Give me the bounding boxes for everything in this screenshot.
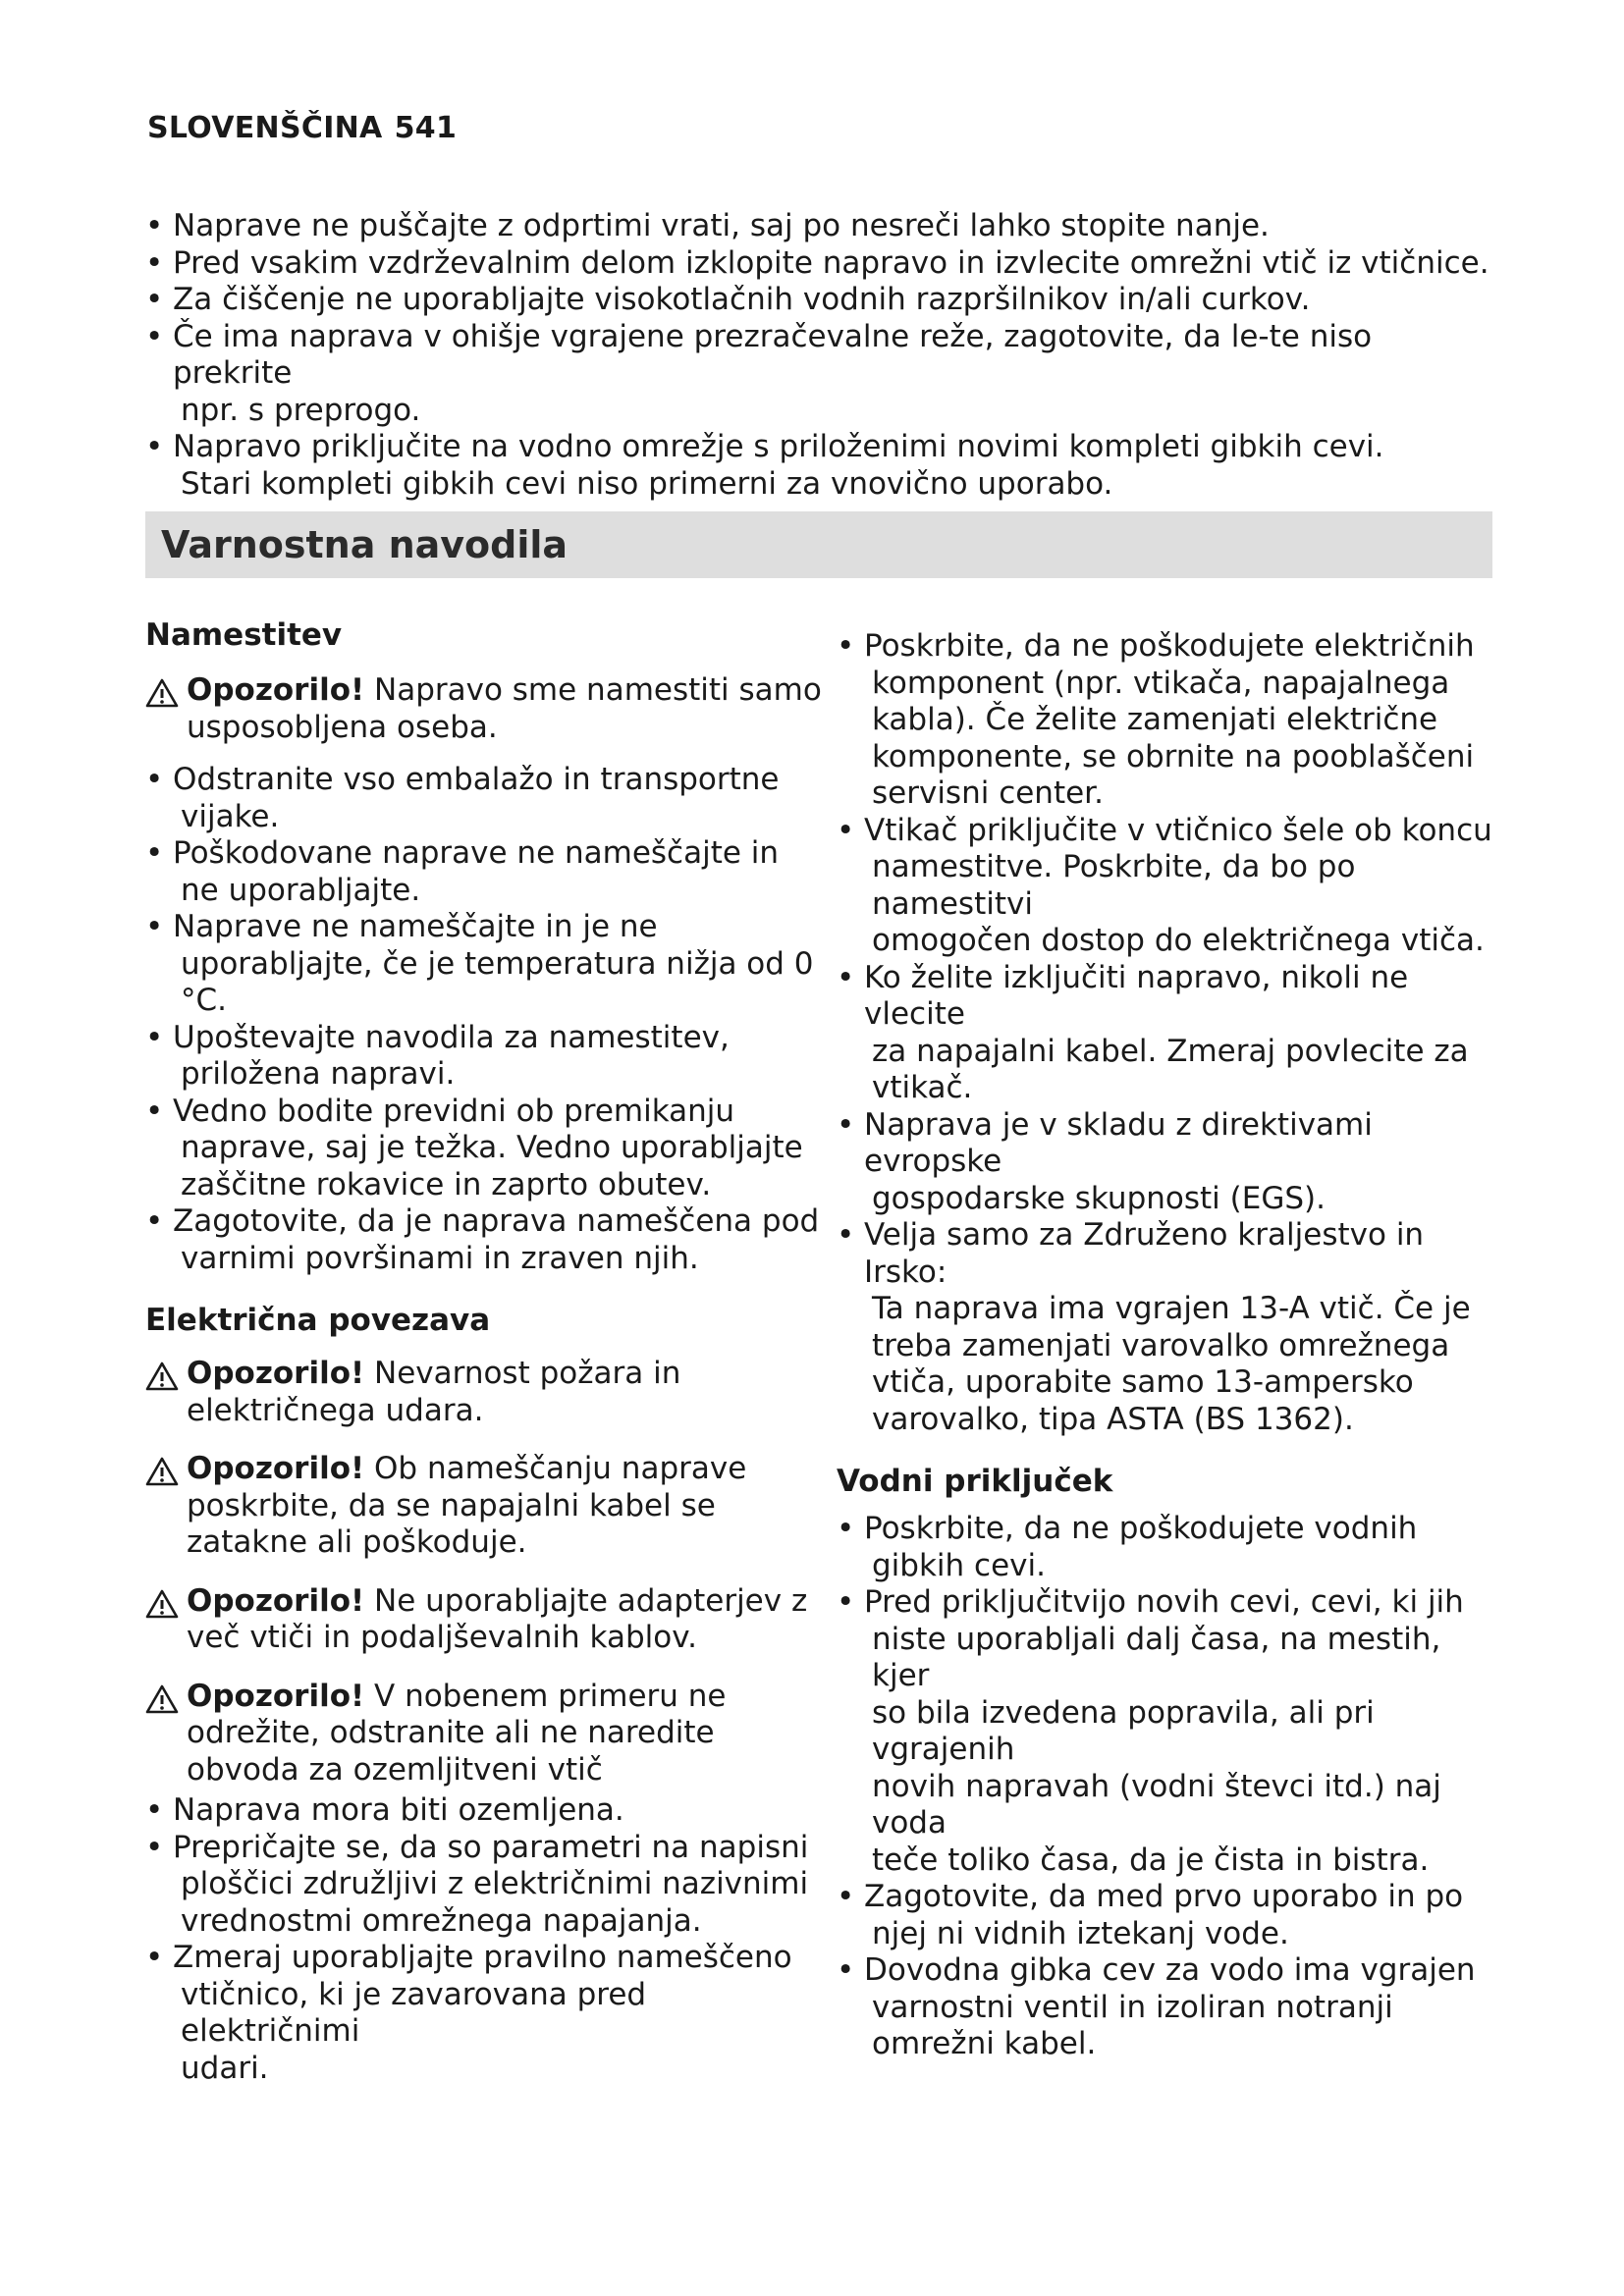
bullet-line: Naprave ne puščajte z odprtimi vrati, saj po nesreči lahko stopite nanje. [173,208,1270,243]
bullet-item [145,1830,823,1941]
installation-list [145,762,823,1277]
bullet-line: naprave, saj je težka. Vedno uporabljajte [181,1130,803,1165]
warning-label: Opozorilo! [187,1678,365,1714]
bullet-item [145,1203,823,1277]
bullet-item [837,960,1504,1107]
warning-line: poskrbite, da se napajalni kabel se [187,1487,716,1523]
bullet-line: za napajalni kabel. Zmeraj povlecite za [872,1033,1469,1069]
section-banner [145,511,1492,578]
warning-line: Ne uporabljajte adapterjev z [364,1582,808,1619]
warning-line: Ob nameščanju naprave [364,1451,747,1486]
bullet-line: Če ima naprava v ohišje vgrajene prezračevalne reže, zagotovite, da le-te niso prekrite [173,318,1373,391]
bullet-line: Dovodna gibka cev za vodo ima vgrajen [864,1952,1476,1988]
installation-title: Namestitev [145,617,343,653]
bullet-line: Zagotovite, da med prvo uporabo in po [864,1879,1464,1914]
warning-triangle-icon [145,1457,179,1486]
bullet-line: namestitve. Poskrbite, da bo po namestitvi [872,849,1356,922]
bullet-item [837,813,1504,960]
intro-list [145,208,1490,503]
bullet-line: Vedno bodite previdni ob premikanju [173,1093,735,1129]
bullet-line: njej ni vidnih iztekanj vode. [872,1915,1289,1951]
bullet-item [145,245,1490,283]
warning-line: električnega udara. [187,1392,484,1428]
bullet-line: Stari kompleti gibkih cevi niso primerni za vnovično uporabo. [181,465,1113,502]
bullet-line: Zagotovite, da je naprava nameščena pod [173,1203,820,1239]
bullet-line: Pred priključitvijo novih cevi, cevi, ki jih [864,1584,1464,1620]
bullet-line: Ko želite izključiti napravo, nikoli ne vlecite [864,959,1409,1032]
bullet-line: servisni center. [872,775,1104,811]
electrical-title: Električna povezava [145,1303,491,1338]
bullet-line: vrednostmi omrežnega napajanja. [181,1902,702,1939]
bullet-line: udari. [181,2050,269,2086]
warning-line: V nobenem primeru ne [364,1678,727,1714]
bullet-line: kabla). Če želite zamenjati električne [872,702,1438,737]
bullet-item [837,1217,1504,1438]
warning-block [145,1356,823,1429]
page-number: 541 [394,111,458,145]
bullet-item [145,319,1490,430]
section-title: Varnostna navodila [161,523,568,566]
warning-line: Napravo sme namestiti samo [364,672,822,708]
bullet-line: gibkih cevi. [872,1547,1046,1583]
warning-line: obvoda za ozemljitveni vtič [187,1751,603,1788]
water-title: Vodni priključek [837,1464,1113,1499]
bullet-line: so bila izvedena popravila, ali pri vgrajenih [872,1694,1375,1767]
bullet-line: Napravo priključite na vodno omrežje s priloženimi novimi kompleti gibkih cevi. [173,429,1384,464]
water-list [837,1511,1504,2063]
electrical-list [145,1792,823,2087]
bullet-line: varnostni ventil in izoliran notranji [872,1989,1393,2025]
warning-block [145,1583,823,1657]
bullet-line: npr. s preprogo. [181,392,421,428]
bullet-line: ne uporabljajte. [181,872,421,908]
bullet-line: Vtikač priključite v vtičnico šele ob koncu [864,812,1492,848]
warning-label: Opozorilo! [187,672,365,708]
bullet-item [145,762,823,835]
bullet-line: Pred vsakim vzdrževalnim delom izklopite napravo in izvlecite omrežni vtič iz vtičnice. [173,244,1489,281]
bullet-item [837,1952,1504,2063]
bullet-item [145,1020,823,1094]
bullet-line: komponente, se obrnite na pooblaščeni [872,738,1475,774]
bullet-item [145,208,1490,245]
electrical-warnings [145,1356,823,1789]
bullet-line: Poskrbite, da ne poškodujete električnih [864,628,1475,664]
warning-triangle-icon [145,1684,179,1714]
bullet-line: varovalko, tipa ASTA (BS 1362). [872,1401,1354,1437]
bullet-line: Velja samo za Združeno kraljestvo in Irsko: [864,1217,1425,1290]
warning-block [145,672,823,746]
warning-line: več vtiči in podaljševalnih kablov. [187,1620,697,1655]
bullet-item [145,835,823,909]
bullet-line: komponent (npr. vtikača, napajalnega [872,665,1450,701]
bullet-line: vtičnico, ki je zavarovana pred električnimi [181,1976,647,2049]
bullet-line: gospodarske skupnosti (EGS). [872,1180,1326,1216]
bullet-item [837,1584,1504,1879]
left-column [145,614,823,2087]
bullet-line: Za čiščenje ne uporabljajte visokotlačnih vodnih razpršilnikov in/ali curkov. [173,282,1311,317]
warning-line: odrežite, odstranite ali ne naredite [187,1715,715,1750]
warning-line: usposobljena oseba. [187,709,498,745]
warning-label: Opozorilo! [187,1582,365,1619]
bullet-line: niste uporabljali dalj časa, na mestih, kjer [872,1621,1441,1693]
bullet-line: vijake. [181,798,280,834]
bullet-item [837,628,1504,813]
bullet-line: Poskrbite, da ne poškodujete vodnih [864,1511,1418,1546]
warning-label: Opozorilo! [187,1451,365,1486]
right-column [837,614,1504,2063]
bullet-line: ploščici združljivi z električnimi nazivnimi [181,1866,809,1901]
bullet-line: Prepričajte se, da so parametri na napisni [173,1829,809,1865]
bullet-line: varnimi površinami in zraven njih. [181,1240,699,1276]
bullet-line: Upoštevajte navodila za namestitev, [173,1019,730,1055]
bullet-line: omrežni kabel. [872,2026,1097,2061]
bullet-item [145,429,1490,503]
bullet-item [145,1094,823,1204]
bullet-line: teče toliko časa, da je čista in bistra. [872,1842,1430,1878]
bullet-line: Zmeraj uporabljajte pravilno nameščeno [173,1940,792,1975]
bullet-line: Poškodovane naprave ne nameščajte in [173,835,780,871]
bullet-line: Naprave ne nameščajte in je ne [173,909,658,944]
bullet-item [837,1511,1504,1584]
bullet-item [145,282,1490,319]
warning-triangle-icon [145,1589,179,1619]
warning-triangle-icon [145,678,179,708]
bullet-line: priložena napravi. [181,1056,456,1092]
warning-line: Nevarnost požara in [364,1356,681,1391]
bullet-item [145,1792,823,1830]
warning-block [145,1451,823,1562]
bullet-line: novih napravah (vodni števci itd.) naj voda [872,1768,1441,1841]
page-header [147,111,457,145]
bullet-line: omogočen dostop do električnega vtiča. [872,923,1485,958]
bullet-line: Naprava je v skladu z direktivami evropske [864,1106,1373,1179]
bullet-line: Naprava mora biti ozemljena. [173,1792,624,1828]
warning-triangle-icon [145,1362,179,1391]
warning-block [145,1679,823,1789]
bullet-item [837,1879,1504,1952]
installation-warnings [145,672,823,746]
bullet-line: Ta naprava ima vgrajen 13-A vtič. Če je [872,1291,1471,1326]
warning-line: zatakne ali poškoduje. [187,1524,527,1560]
bullet-item [145,1940,823,2087]
electrical-continued-list [837,628,1504,1438]
bullet-line: vtikač. [872,1070,973,1105]
bullet-line: treba zamenjati varovalko omrežnega [872,1327,1450,1363]
bullet-line: zaščitne rokavice in zaprto obutev. [181,1166,712,1202]
bullet-line: vtiča, uporabite samo 13-ampersko [872,1364,1414,1400]
bullet-line: uporabljajte, če je temperatura nižja od 0 °C. [181,945,814,1018]
warning-label: Opozorilo! [187,1356,365,1391]
bullet-item [145,909,823,1020]
bullet-item [837,1107,1504,1218]
language-label: SLOVENŠČINA [147,111,383,145]
bullet-line: Odstranite vso embalažo in transportne [173,762,780,797]
